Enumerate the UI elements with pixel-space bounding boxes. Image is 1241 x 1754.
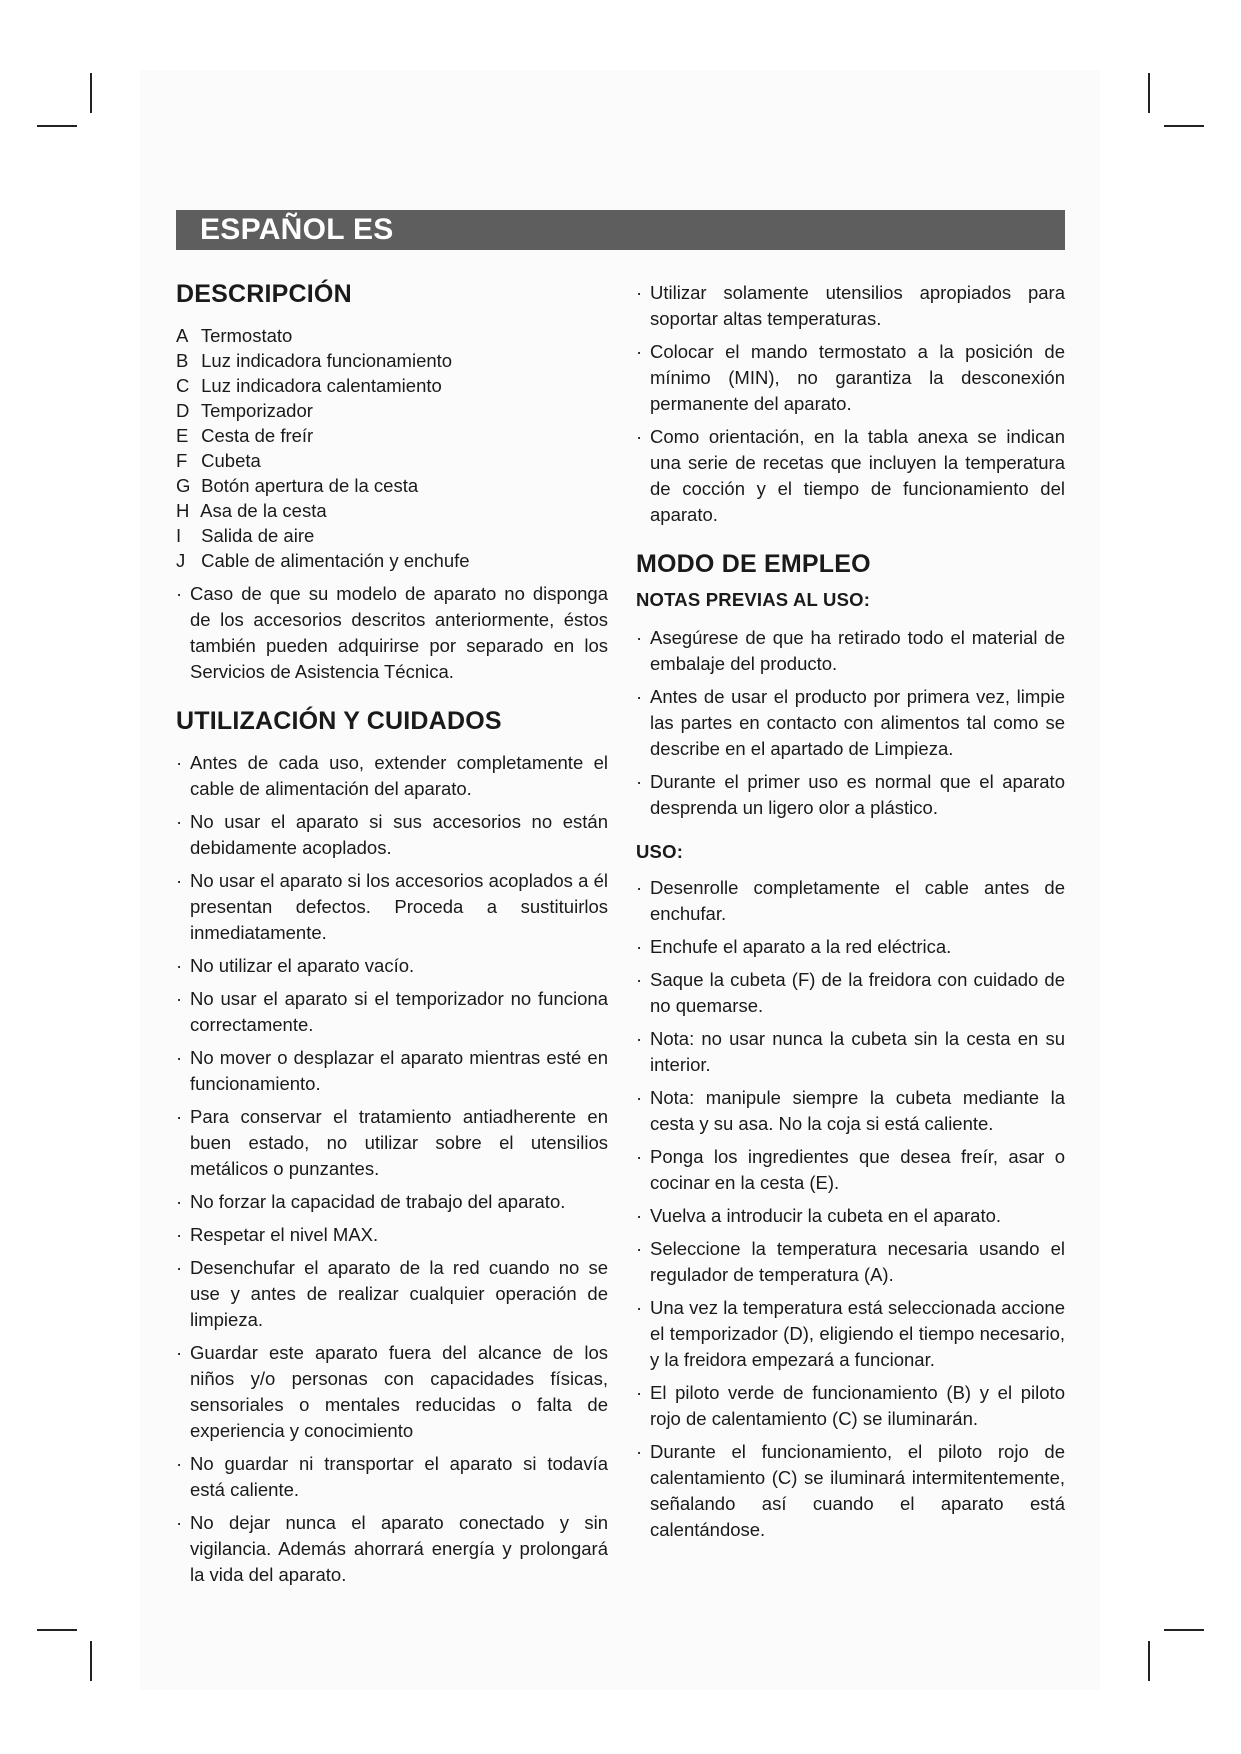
list-item: · Nota: no usar nunca la cubeta sin la cesta en su interior. <box>636 1028 1065 1075</box>
list-item: · No forzar la capacidad de trabajo del aparato. <box>176 1191 566 1212</box>
list-item: · Durante el primer uso es normal que el aparato desprenda un ligero olor a plástico. <box>636 771 1065 818</box>
list-item: · Una vez la temperatura está seleccionada accione el temporizador (D), eligiendo el tiempo necesario, y la freidora empezará a funcionar. <box>636 1297 1065 1370</box>
list-item: G Botón apertura de la cesta <box>176 475 419 496</box>
use-steps-list <box>636 875 1065 1543</box>
crop-mark <box>90 73 92 113</box>
section-title-usage-care: UTILIZACIÓN Y CUIDADOS <box>176 707 502 735</box>
list-item: · Saque la cubeta (F) de la freidora con cuidado de no quemarse. <box>636 969 1065 1016</box>
crop-mark <box>1164 1629 1204 1631</box>
section-title-instructions: MODO DE EMPLEO <box>636 550 871 578</box>
crop-mark <box>1148 1641 1150 1681</box>
list-item: · No dejar nunca el aparato conectado y sin vigilancia. Además ahorrará energía y prolongará la vida del aparato. <box>176 1512 608 1585</box>
list-item: · Antes de usar el producto por primera vez, limpie las partes en contacto con alimentos tal como se describe en el apartado de Limpieza. <box>636 686 1065 759</box>
list-item: E Cesta de freír <box>176 425 314 446</box>
language-title: ESPAÑOL ES <box>200 213 394 246</box>
list-item: J Cable de alimentación y enchufe <box>176 550 470 571</box>
list-item: · No mover o desplazar el aparato mientras esté en funcionamiento. <box>176 1047 608 1094</box>
usage-care-continued-list <box>636 280 1065 528</box>
crop-mark <box>1164 125 1204 127</box>
list-item: · Respetar el nivel MAX. <box>176 1224 379 1245</box>
list-item: · Colocar el mando termostato a la posición de mínimo (MIN), no garantiza la desconexión permanente del aparato. <box>636 341 1065 414</box>
crop-mark <box>37 1629 77 1631</box>
right-column <box>636 270 1065 1550</box>
usage-care-list <box>176 750 608 1588</box>
list-item: · Antes de cada uso, extender completamente el cable de alimentación del aparato. <box>176 752 608 799</box>
list-item: · Nota: manipule siempre la cubeta mediante la cesta y su asa. No la coja si está caliente. <box>636 1087 1065 1134</box>
prior-notes-list <box>636 625 1065 821</box>
list-item: · Como orientación, en la tabla anexa se indican una serie de recetas que incluyen la temperatura de cocción y el tiempo de funcionamiento del aparato. <box>636 426 1065 525</box>
list-item: B Luz indicadora funcionamiento <box>176 350 453 371</box>
list-item: C Luz indicadora calentamiento <box>176 375 442 396</box>
list-item: · El piloto verde de funcionamiento (B) y el piloto rojo de calentamiento (C) se iluminarán. <box>636 1382 1065 1429</box>
section-title-description: DESCRIPCIÓN <box>176 280 352 308</box>
list-item: · Enchufe el aparato a la red eléctrica. <box>636 936 952 957</box>
list-item: D Temporizador <box>176 400 313 421</box>
list-item: · Ponga los ingredientes que desea freír, asar o cocinar en la cesta (E). <box>636 1146 1065 1193</box>
subsection-title-use: USO: <box>636 841 684 862</box>
list-item: · Caso de que su modelo de aparato no disponga de los accesorios descritos anteriormente, éstos también pueden adquirirse por separado en los Servicios de Asistencia Técnica. <box>176 583 608 682</box>
list-item: · Durante el funcionamiento, el piloto rojo de calentamiento (C) se iluminará intermitentemente, señalando así cuando el aparato está calentándose. <box>636 1441 1065 1540</box>
list-item: H Asa de la cesta <box>176 500 327 521</box>
list-item: · No usar el aparato si los accesorios acoplados a él presentan defectos. Proceda a sustituirlos inmediatamente. <box>176 870 608 943</box>
subsection-title-prior-notes: NOTAS PREVIAS AL USO: <box>636 589 871 610</box>
list-item: · No utilizar el aparato vacío. <box>176 955 415 976</box>
list-item: F Cubeta <box>176 450 261 471</box>
list-item: · Desenrolle completamente el cable antes de enchufar. <box>636 877 1065 924</box>
language-banner <box>176 210 1065 250</box>
list-item: · Desenchufar el aparato de la red cuando no se use y antes de realizar cualquier operación de limpieza. <box>176 1257 608 1330</box>
list-item: · Seleccione la temperatura necesaria usando el regulador de temperatura (A). <box>636 1238 1065 1285</box>
list-item: · Asegúrese de que ha retirado todo el material de embalaje del producto. <box>636 627 1065 674</box>
list-item: · Para conservar el tratamiento antiadherente en buen estado, no utilizar sobre el utensilios metálicos o punzantes. <box>176 1106 608 1179</box>
list-item: · Vuelva a introducir la cubeta en el aparato. <box>636 1205 1002 1226</box>
list-item: I Salida de aire <box>176 525 315 546</box>
accessories-note <box>176 581 608 685</box>
list-item: · Guardar este aparato fuera del alcance de los niños y/o personas con capacidades físicas, sensoriales o mentales reducidas o falta de experiencia y conocimiento <box>176 1342 608 1441</box>
crop-mark <box>1148 73 1150 113</box>
list-item: · No usar el aparato si el temporizador no funciona correctamente. <box>176 988 608 1035</box>
parts-list <box>176 323 608 573</box>
list-item: A Termostato <box>176 325 293 346</box>
left-column <box>176 270 608 1595</box>
crop-mark <box>90 1641 92 1681</box>
list-item: · No usar el aparato si sus accesorios no están debidamente acoplados. <box>176 811 608 858</box>
list-item: · No guardar ni transportar el aparato si todavía está caliente. <box>176 1453 608 1500</box>
crop-mark <box>37 125 77 127</box>
list-item: · Utilizar solamente utensilios apropiados para soportar altas temperaturas. <box>636 282 1065 329</box>
